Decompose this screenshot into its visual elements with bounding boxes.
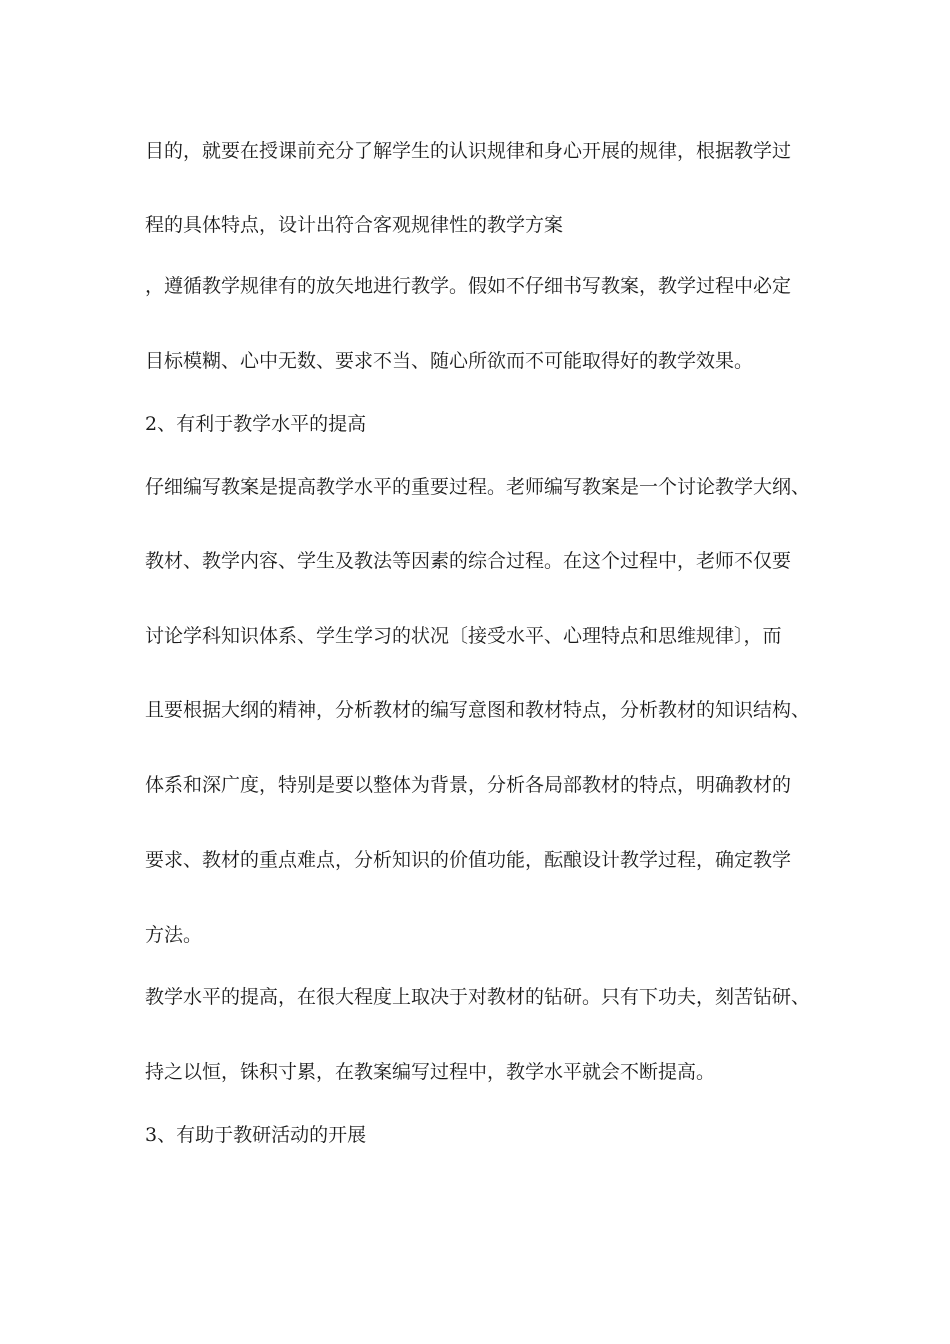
paragraph-line: 要求、教材的重点难点，分析知识的价值功能，酝酿设计教学过程，确定教学 (145, 849, 792, 871)
paragraph-line: 教材、教学内容、学生及教法等因素的综合过程。在这个过程中，老师不仅要 (145, 550, 792, 572)
paragraph-line: 程的具体特点，设计出符合客观规律性的教学方案 (145, 214, 564, 236)
paragraph-line: 且要根据大纲的精神，分析教材的编写意图和教材特点，分析教材的知识结构、 (145, 699, 811, 721)
paragraph-line: 教学水平的提高，在很大程度上取决于对教材的钻研。只有下功夫，刻苦钻研、 (145, 986, 811, 1008)
paragraph-line: 目的，就要在授课前充分了解学生的认识规律和身心开展的规律，根据教学过 (145, 140, 792, 162)
paragraph-line: 体系和深广度，特别是要以整体为背景，分析各局部教材的特点，明确教材的 (145, 774, 792, 796)
paragraph-line: 方法。 (145, 924, 203, 946)
paragraph-line: 讨论学科知识体系、学生学习的状况〔接受水平、心理特点和思维规律〕，而 (145, 625, 782, 647)
section-heading: 3、有助于教研活动的开展 (145, 1124, 367, 1146)
section-heading: 2、有利于教学水平的提高 (145, 413, 367, 435)
paragraph-line: 持之以恒，铢积寸累，在教案编写过程中，教学水平就会不断提高。 (145, 1061, 716, 1083)
paragraph-line: ，遵循教学规律有的放矢地进行教学。假如不仔细书写教案，教学过程中必定 (145, 275, 792, 297)
paragraph-line: 目标模糊、心中无数、要求不当、随心所欲而不可能取得好的教学效果。 (145, 350, 754, 372)
paragraph-line: 仔细编写教案是提高教学水平的重要过程。老师编写教案是一个讨论教学大纲、 (145, 476, 811, 498)
